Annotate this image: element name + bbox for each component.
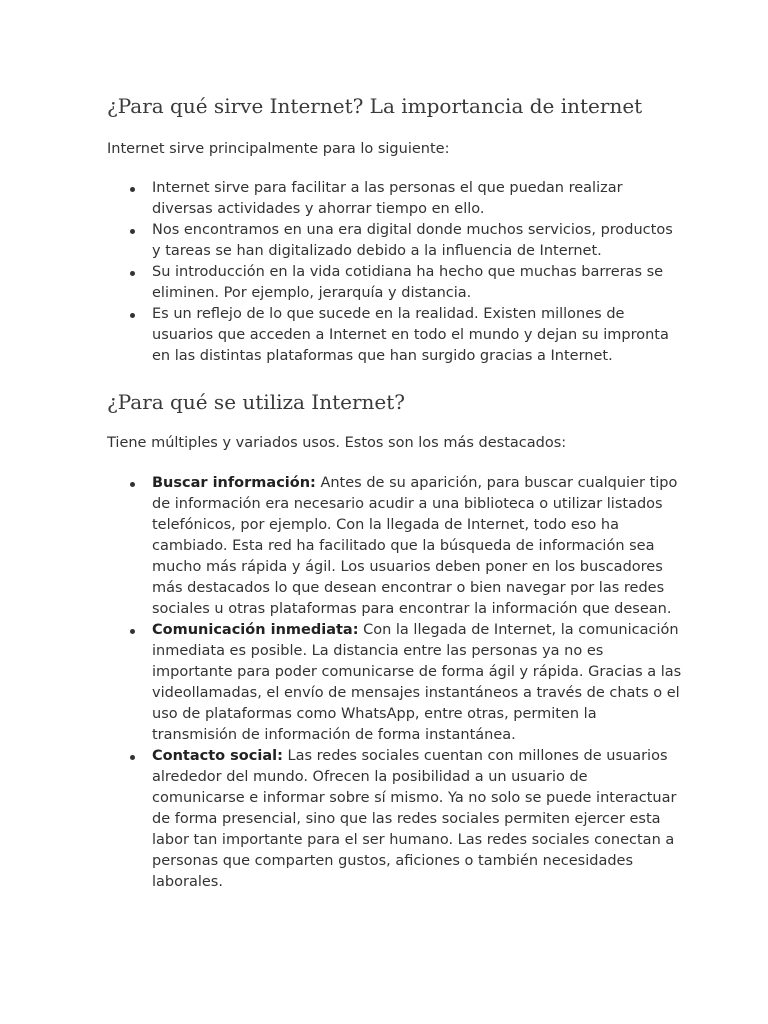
section-2-list bbox=[152, 473, 682, 893]
bullet-icon bbox=[130, 187, 135, 192]
section-1-list bbox=[152, 178, 673, 367]
list-item-line: diversas actividades y ahorrar tiempo en ello. bbox=[152, 201, 485, 217]
list-item-line: de forma presencial, sino que las redes sociales permiten ejercer esta bbox=[152, 811, 661, 827]
section-1-heading: ¿Para qué sirve Internet? La importancia de internet bbox=[107, 94, 643, 118]
section-2-intro: Tiene múltiples y variados usos. Estos son los más destacados: bbox=[107, 435, 567, 451]
list-item-line: alrededor del mundo. Ofrecen la posibilidad a un usuario de bbox=[152, 769, 588, 785]
list-item-term: Contacto social: bbox=[152, 748, 283, 764]
list-item-line: en las distintas plataformas que han surgido gracias a Internet. bbox=[152, 348, 613, 364]
section-1-intro: Internet sirve principalmente para lo siguiente: bbox=[107, 141, 450, 157]
list-item-line: videollamadas, el envío de mensajes instantáneos a través de chats o el bbox=[152, 685, 680, 701]
list-item-text: Con la llegada de Internet, la comunicación bbox=[358, 622, 679, 638]
list-item-line: comunicarse e informar sobre sí mismo. Ya no solo se puede interactuar bbox=[152, 790, 677, 806]
list-item bbox=[152, 178, 664, 220]
bullet-icon bbox=[130, 482, 135, 487]
list-item-term: Buscar información: bbox=[152, 475, 316, 491]
list-item-term: Comunicación inmediata: bbox=[152, 622, 359, 638]
list-item-line: usuarios que acceden a Internet en todo el mundo y dejan su impronta bbox=[152, 327, 669, 343]
list-item-line bbox=[152, 746, 668, 767]
bullet-icon bbox=[130, 271, 135, 276]
list-item-line: y tareas se han digitalizado debido a la influencia de Internet. bbox=[152, 243, 602, 259]
list-item-line: inmediata es posible. La distancia entre las personas ya no es bbox=[152, 643, 604, 659]
list-item-line bbox=[152, 620, 679, 641]
list-item-line: cambiado. Esta red ha facilitado que la búsqueda de información sea bbox=[152, 538, 655, 554]
list-item-line: labor tan importante para el ser humano. Las redes sociales conectan a bbox=[152, 832, 675, 848]
list-item-line: transmisión de información de forma instantánea. bbox=[152, 727, 516, 743]
list-item-line: eliminen. Por ejemplo, jerarquía y distancia. bbox=[152, 285, 472, 301]
section-2-heading: ¿Para qué se utiliza Internet? bbox=[107, 390, 405, 414]
list-item-line: Nos encontramos en una era digital donde muchos servicios, productos bbox=[152, 222, 673, 238]
list-item-line: Su introducción en la vida cotidiana ha hecho que muchas barreras se bbox=[152, 264, 664, 280]
bullet-icon bbox=[130, 313, 135, 318]
list-item-line: Es un reflejo de lo que sucede en la realidad. Existen millones de bbox=[152, 306, 625, 322]
bullet-icon bbox=[130, 755, 135, 760]
list-item-text: Las redes sociales cuentan con millones de usuarios bbox=[282, 748, 668, 764]
list-item-line: de información era necesario acudir a una biblioteca o utilizar listados bbox=[152, 496, 663, 512]
list-item-line: más destacados lo que desean encontrar o bien navegar por las redes bbox=[152, 580, 665, 596]
bullet-icon bbox=[130, 229, 135, 234]
list-item bbox=[152, 746, 677, 893]
list-item-line: Internet sirve para facilitar a las personas el que puedan realizar bbox=[152, 180, 623, 196]
list-item-line: telefónicos, por ejemplo. Con la llegada de Internet, todo eso ha bbox=[152, 517, 619, 533]
list-item-line: importante para poder comunicarse de forma ágil y rápida. Gracias a las bbox=[152, 664, 682, 680]
list-item bbox=[152, 262, 664, 304]
list-item-line: uso de plataformas como WhatsApp, entre otras, permiten la bbox=[152, 706, 597, 722]
list-item-line bbox=[152, 473, 678, 494]
list-item bbox=[152, 220, 673, 262]
list-item-line: mucho más rápida y ágil. Los usuarios deben poner en los buscadores bbox=[152, 559, 663, 575]
list-item-text: Antes de su aparición, para buscar cualquier tipo bbox=[315, 475, 678, 491]
list-item-line: laborales. bbox=[152, 874, 223, 890]
list-item-line: personas que comparten gustos, aficiones o también necesidades bbox=[152, 853, 634, 869]
list-item-line: sociales u otras plataformas para encontrar la información que desean. bbox=[152, 601, 672, 617]
list-item bbox=[152, 473, 678, 620]
list-item bbox=[152, 304, 669, 367]
bullet-icon bbox=[130, 629, 135, 634]
list-item bbox=[152, 620, 682, 746]
